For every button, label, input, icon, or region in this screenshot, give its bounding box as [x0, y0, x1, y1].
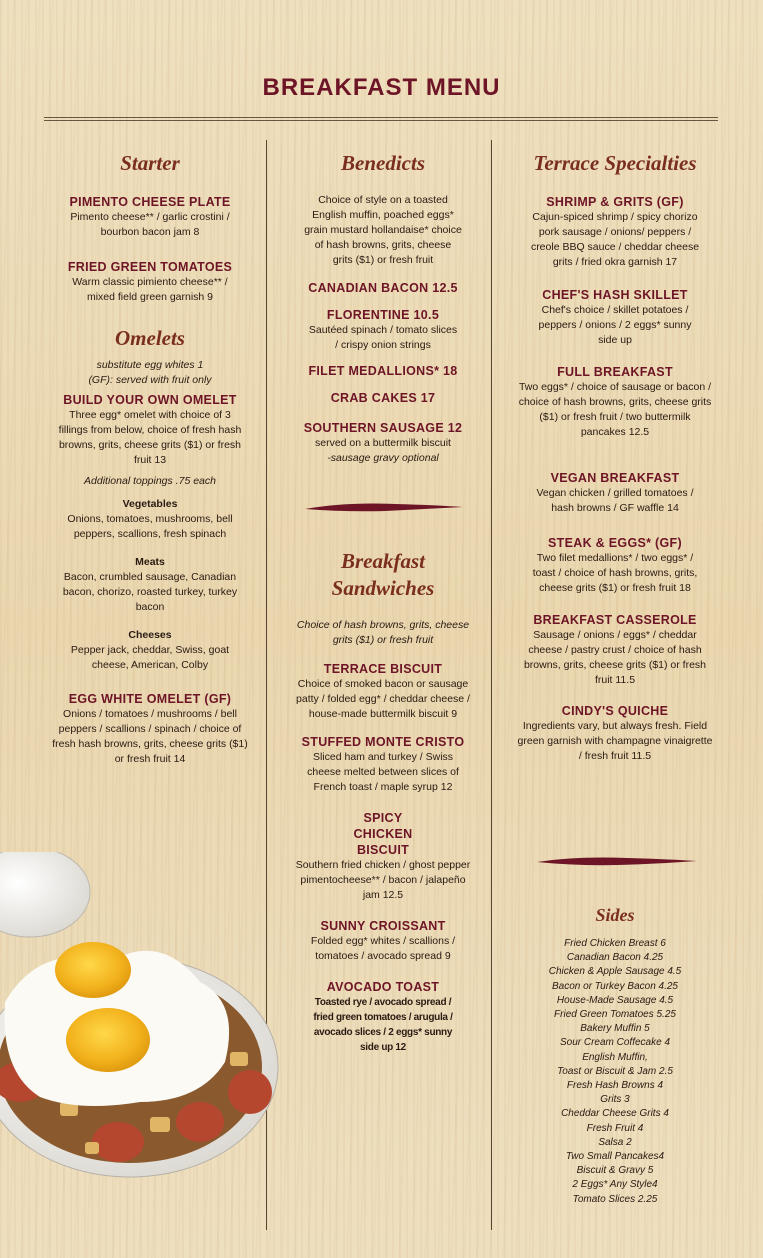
sides-heading: Sides: [595, 905, 635, 925]
item-desc: Choice of smoked bacon or sausage patty / folded egg* / cheddar cheese / house-made buttermilk biscuit 9: [296, 678, 470, 720]
side-item: Chicken & Apple Sausage 4.5: [548, 966, 682, 978]
omelets-heading: Omelets: [115, 326, 185, 350]
side-item: House-Made Sausage 4.5: [556, 994, 674, 1006]
benedicts-intro: Choice of style on a toasted English muffin, poached eggs* grain mustard hollandaise* choice of hash browns, grits, cheese grits ($1) or fresh fruit: [304, 194, 462, 266]
cheeses-list: Pepper jack, cheddar, Swiss, goat cheese, American, Colby: [70, 644, 230, 671]
column-divider-right: [491, 140, 492, 1230]
item-name: SHRIMP & GRITS (GF): [546, 195, 684, 209]
item-desc: Sautéed spinach / tomato slices / crispy onion strings: [308, 324, 458, 351]
starter-heading: Starter: [120, 151, 180, 175]
item-desc: Folded egg* whites / scallions / tomatoes / avocado spread 9: [310, 935, 456, 962]
meats-list: Bacon, crumbled sausage, Canadian bacon, chorizo, roasted turkey, turkey bacon: [62, 571, 238, 613]
side-item: Sour Cream Coffecake 4: [559, 1037, 671, 1049]
brush-divider-2: [537, 854, 697, 868]
breakfast-skillet-photo: [0, 852, 280, 1182]
side-item: Fresh Hash Browns 4: [566, 1080, 664, 1092]
item-name: FILET MEDALLIONS* 18: [308, 364, 458, 378]
item-desc: Toasted rye / avocado spread / fried green tomatoes / arugula / avocado slices / 2 eggs* sunny side up 12: [313, 997, 453, 1053]
omelet-note: (GF): served with fruit only: [88, 374, 212, 386]
side-item: Canadian Bacon 4.25: [566, 952, 664, 964]
item-name: TERRACE BISCUIT: [323, 662, 443, 676]
item-name: AVOCADO TOAST: [326, 980, 440, 994]
toppings-note: Additional toppings .75 each: [84, 475, 216, 487]
item-note: -sausage gravy optional: [327, 452, 439, 464]
side-item: Two Small Pancakes4: [565, 1151, 665, 1163]
vegetables-label: Vegetables: [122, 498, 178, 510]
side-item: Fried Green Tomatoes 5.25: [554, 1009, 676, 1021]
omelet-note: substitute egg whites 1: [96, 359, 204, 371]
item-name: CINDY'S QUICHE: [561, 704, 669, 718]
item-name: SOUTHERN SAUSAGE 12: [303, 421, 463, 435]
sandwiches-heading-2: Sandwiches: [331, 576, 435, 600]
item-name: BREAKFAST CASSEROLE: [533, 613, 697, 627]
sandwiches-section: [290, 548, 476, 1055]
item-desc: served on a buttermilk biscuit: [315, 437, 451, 449]
item-name: FRIED GREEN TOMATOES: [67, 260, 233, 274]
item-name: BUILD YOUR OWN OMELET: [63, 393, 237, 407]
side-item: Fresh Fruit 4: [586, 1122, 644, 1134]
column-left: [44, 150, 256, 767]
sandwiches-intro: Choice of hash browns, grits, cheese grits ($1) or fresh fruit: [296, 619, 470, 646]
item-desc: Three egg* omelet with choice of 3 fillings from below, choice of fresh hash browns, grits, cheese grits ($1) or fresh fruit 13: [58, 409, 242, 466]
side-item: Grits 3: [600, 1094, 630, 1106]
item-desc: Cajun-spiced shrimp / spicy chorizo pork sausage / onions/ peppers / creole BBQ sauce / cheddar cheese grits / fried okra garnish 17: [530, 211, 700, 268]
sides-list: [514, 937, 716, 1207]
side-item: Biscuit & Gravy 5: [576, 1165, 654, 1177]
item-desc: Vegan chicken / grilled tomatoes / hash browns / GF waffle 14: [536, 487, 694, 514]
title-rule-2: [44, 120, 718, 121]
sides-section: [514, 902, 716, 1207]
brush-divider: [305, 500, 463, 514]
side-item: English Muffin,: [582, 1051, 648, 1063]
column-middle: [290, 150, 476, 466]
column-right: [514, 150, 716, 764]
vegetables-list: Onions, tomatoes, mushrooms, bell peppers, scallions, fresh spinach: [67, 513, 233, 540]
item-name: CHEF'S HASH SKILLET: [542, 288, 688, 302]
item-name: EGG WHITE OMELET (GF): [68, 692, 232, 706]
item-desc: Southern fried chicken / ghost pepper pimentocheese** / bacon / jalapeño jam 12.5: [295, 859, 471, 901]
item-desc: Pimento cheese** / garlic crostini / bourbon bacon jam 8: [70, 211, 230, 238]
side-item: Fried Chicken Breast 6: [564, 938, 666, 949]
item-name: VEGAN BREAKFAST: [550, 471, 680, 485]
title-rule: [44, 117, 718, 118]
item-name: FULL BREAKFAST: [557, 365, 673, 379]
side-item: Cheddar Cheese Grits 4: [561, 1108, 669, 1120]
side-item: Bakery Muffin 5: [580, 1023, 650, 1035]
menu-title: BREAKFAST MENU: [262, 74, 501, 101]
meats-label: Meats: [135, 556, 165, 568]
item-name: STUFFED MONTE CRISTO: [301, 735, 465, 749]
item-name: CRAB CAKES 17: [330, 391, 436, 405]
item-name: SUNNY CROISSANT: [320, 919, 446, 933]
benedicts-heading: Benedicts: [341, 151, 425, 175]
item-desc: Sausage / onions / eggs* / cheddar cheese / pastry crust / choice of hash browns, grits, cheese grits ($1) or fresh fruit 11.5: [523, 629, 707, 686]
item-name: PIMENTO CHEESE PLATE: [69, 195, 231, 209]
side-item: Bacon or Turkey Bacon 4.25: [552, 980, 678, 992]
item-desc: Onions / tomatoes / mushrooms / bell peppers / scallions / spinach / choice of fresh hash browns, grits, cheese grits ($1) or fresh fruit 14: [52, 708, 248, 765]
item-desc: Ingredients vary, but always fresh. Field green garnish with champagne vinaigrette / fresh fruit 11.5: [517, 720, 713, 762]
sandwiches-heading: Breakfast: [341, 549, 425, 573]
item-name: CANADIAN BACON 12.5: [308, 281, 458, 295]
specialties-heading: Terrace Specialties: [533, 151, 697, 175]
item-desc: Two eggs* / choice of sausage or bacon / choice of hash browns, grits, cheese grits ($1) or fresh fruit / two buttermilk pancakes 12.5: [518, 381, 712, 438]
cheeses-label: Cheeses: [128, 629, 172, 641]
side-item: Salsa 2: [598, 1136, 632, 1148]
side-item: 2 Eggs* Any Style4: [572, 1179, 658, 1191]
item-desc: Chef's choice / skillet potatoes / peppers / onions / 2 eggs* sunny side up: [538, 304, 692, 346]
item-name: STEAK & EGGS* (GF): [548, 536, 682, 550]
side-item: Tomato Slices 2.25: [572, 1193, 658, 1205]
side-item: Toast or Biscuit & Jam 2.5: [557, 1065, 673, 1077]
item-name: FLORENTINE 10.5: [326, 308, 440, 322]
item-desc: Sliced ham and turkey / Swiss cheese melted between slices of French toast / maple syrup 12: [307, 751, 459, 793]
item-desc: Warm classic pimiento cheese** / mixed field green garnish 9: [72, 276, 228, 303]
item-desc: Two filet medallions* / two eggs* / toast / choice of hash browns, grits, cheese grits ($1) or fresh fruit 18: [532, 552, 698, 594]
item-name: SPICY CHICKEN BISCUIT: [353, 811, 413, 857]
